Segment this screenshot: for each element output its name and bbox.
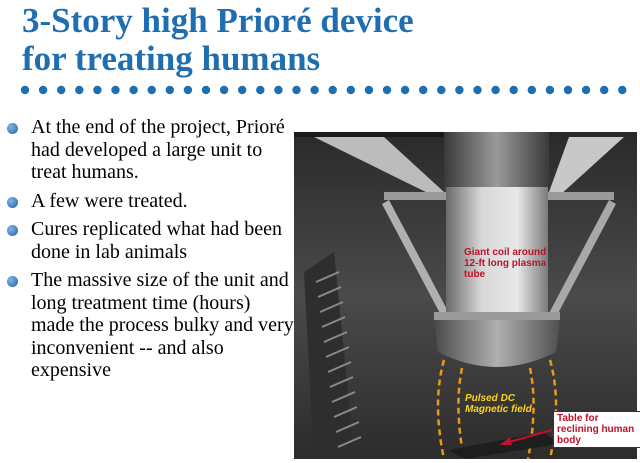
divider-dot xyxy=(129,86,137,94)
bullet-text: A few were treated. xyxy=(31,189,188,212)
bullet-text: At the end of the project, Prioré had developed a large unit to treat humans. xyxy=(31,116,285,183)
title-dot-divider xyxy=(20,84,632,96)
upper-column xyxy=(444,132,549,192)
divider-dot xyxy=(21,86,29,94)
title-line-2: for treating humans xyxy=(22,39,321,78)
divider-dot xyxy=(256,86,264,94)
bullet-icon xyxy=(7,197,18,208)
divider-dot xyxy=(202,86,210,94)
divider-dot xyxy=(419,86,427,94)
divider-dot xyxy=(600,86,608,94)
divider-dot xyxy=(274,86,282,94)
bullet-item xyxy=(6,269,296,382)
divider-dot xyxy=(365,86,373,94)
divider-dot xyxy=(437,86,445,94)
divider-dot xyxy=(455,86,463,94)
divider-dot xyxy=(401,86,409,94)
divider-dot xyxy=(510,86,518,94)
divider-dot xyxy=(238,86,246,94)
divider-dot xyxy=(310,86,318,94)
divider-dot xyxy=(618,86,626,94)
divider-dot xyxy=(329,86,337,94)
divider-dot xyxy=(564,86,572,94)
divider-dot xyxy=(93,86,101,94)
divider-dot xyxy=(166,86,174,94)
divider-dot xyxy=(184,86,192,94)
divider-dot xyxy=(111,86,119,94)
divider-dot xyxy=(473,86,481,94)
divider-dot xyxy=(220,86,228,94)
divider-dot xyxy=(528,86,536,94)
divider-dot xyxy=(582,86,590,94)
bullet-text: The massive size of the unit and long treatment time (hours) made the process bulky and very inconvenient -- and also expensive xyxy=(31,269,294,381)
table-label: Table for reclining human body xyxy=(553,411,640,448)
divider-dot xyxy=(347,86,355,94)
bullet-item xyxy=(6,190,296,213)
divider-dot xyxy=(57,86,65,94)
divider-dot xyxy=(292,86,300,94)
divider-dot xyxy=(491,86,499,94)
title-line-1: 3-Story high Prioré device xyxy=(22,1,414,40)
slide-title xyxy=(22,2,414,78)
bullet-item xyxy=(6,218,296,263)
divider-dot xyxy=(383,86,391,94)
divider-dot xyxy=(75,86,83,94)
divider-dot xyxy=(546,86,554,94)
bullet-icon xyxy=(7,123,18,134)
divider-dot xyxy=(148,86,156,94)
bullet-icon xyxy=(7,276,18,287)
divider-dot xyxy=(39,86,47,94)
bullet-list xyxy=(6,116,296,388)
field-label: Pulsed DC Magnetic field xyxy=(465,393,532,415)
bullet-item xyxy=(6,116,296,184)
coil-label: Giant coil around 12-ft long plasma tube xyxy=(464,247,547,280)
bullet-icon xyxy=(7,225,18,236)
bullet-text: Cures replicated what had been done in lab animals xyxy=(31,218,283,263)
